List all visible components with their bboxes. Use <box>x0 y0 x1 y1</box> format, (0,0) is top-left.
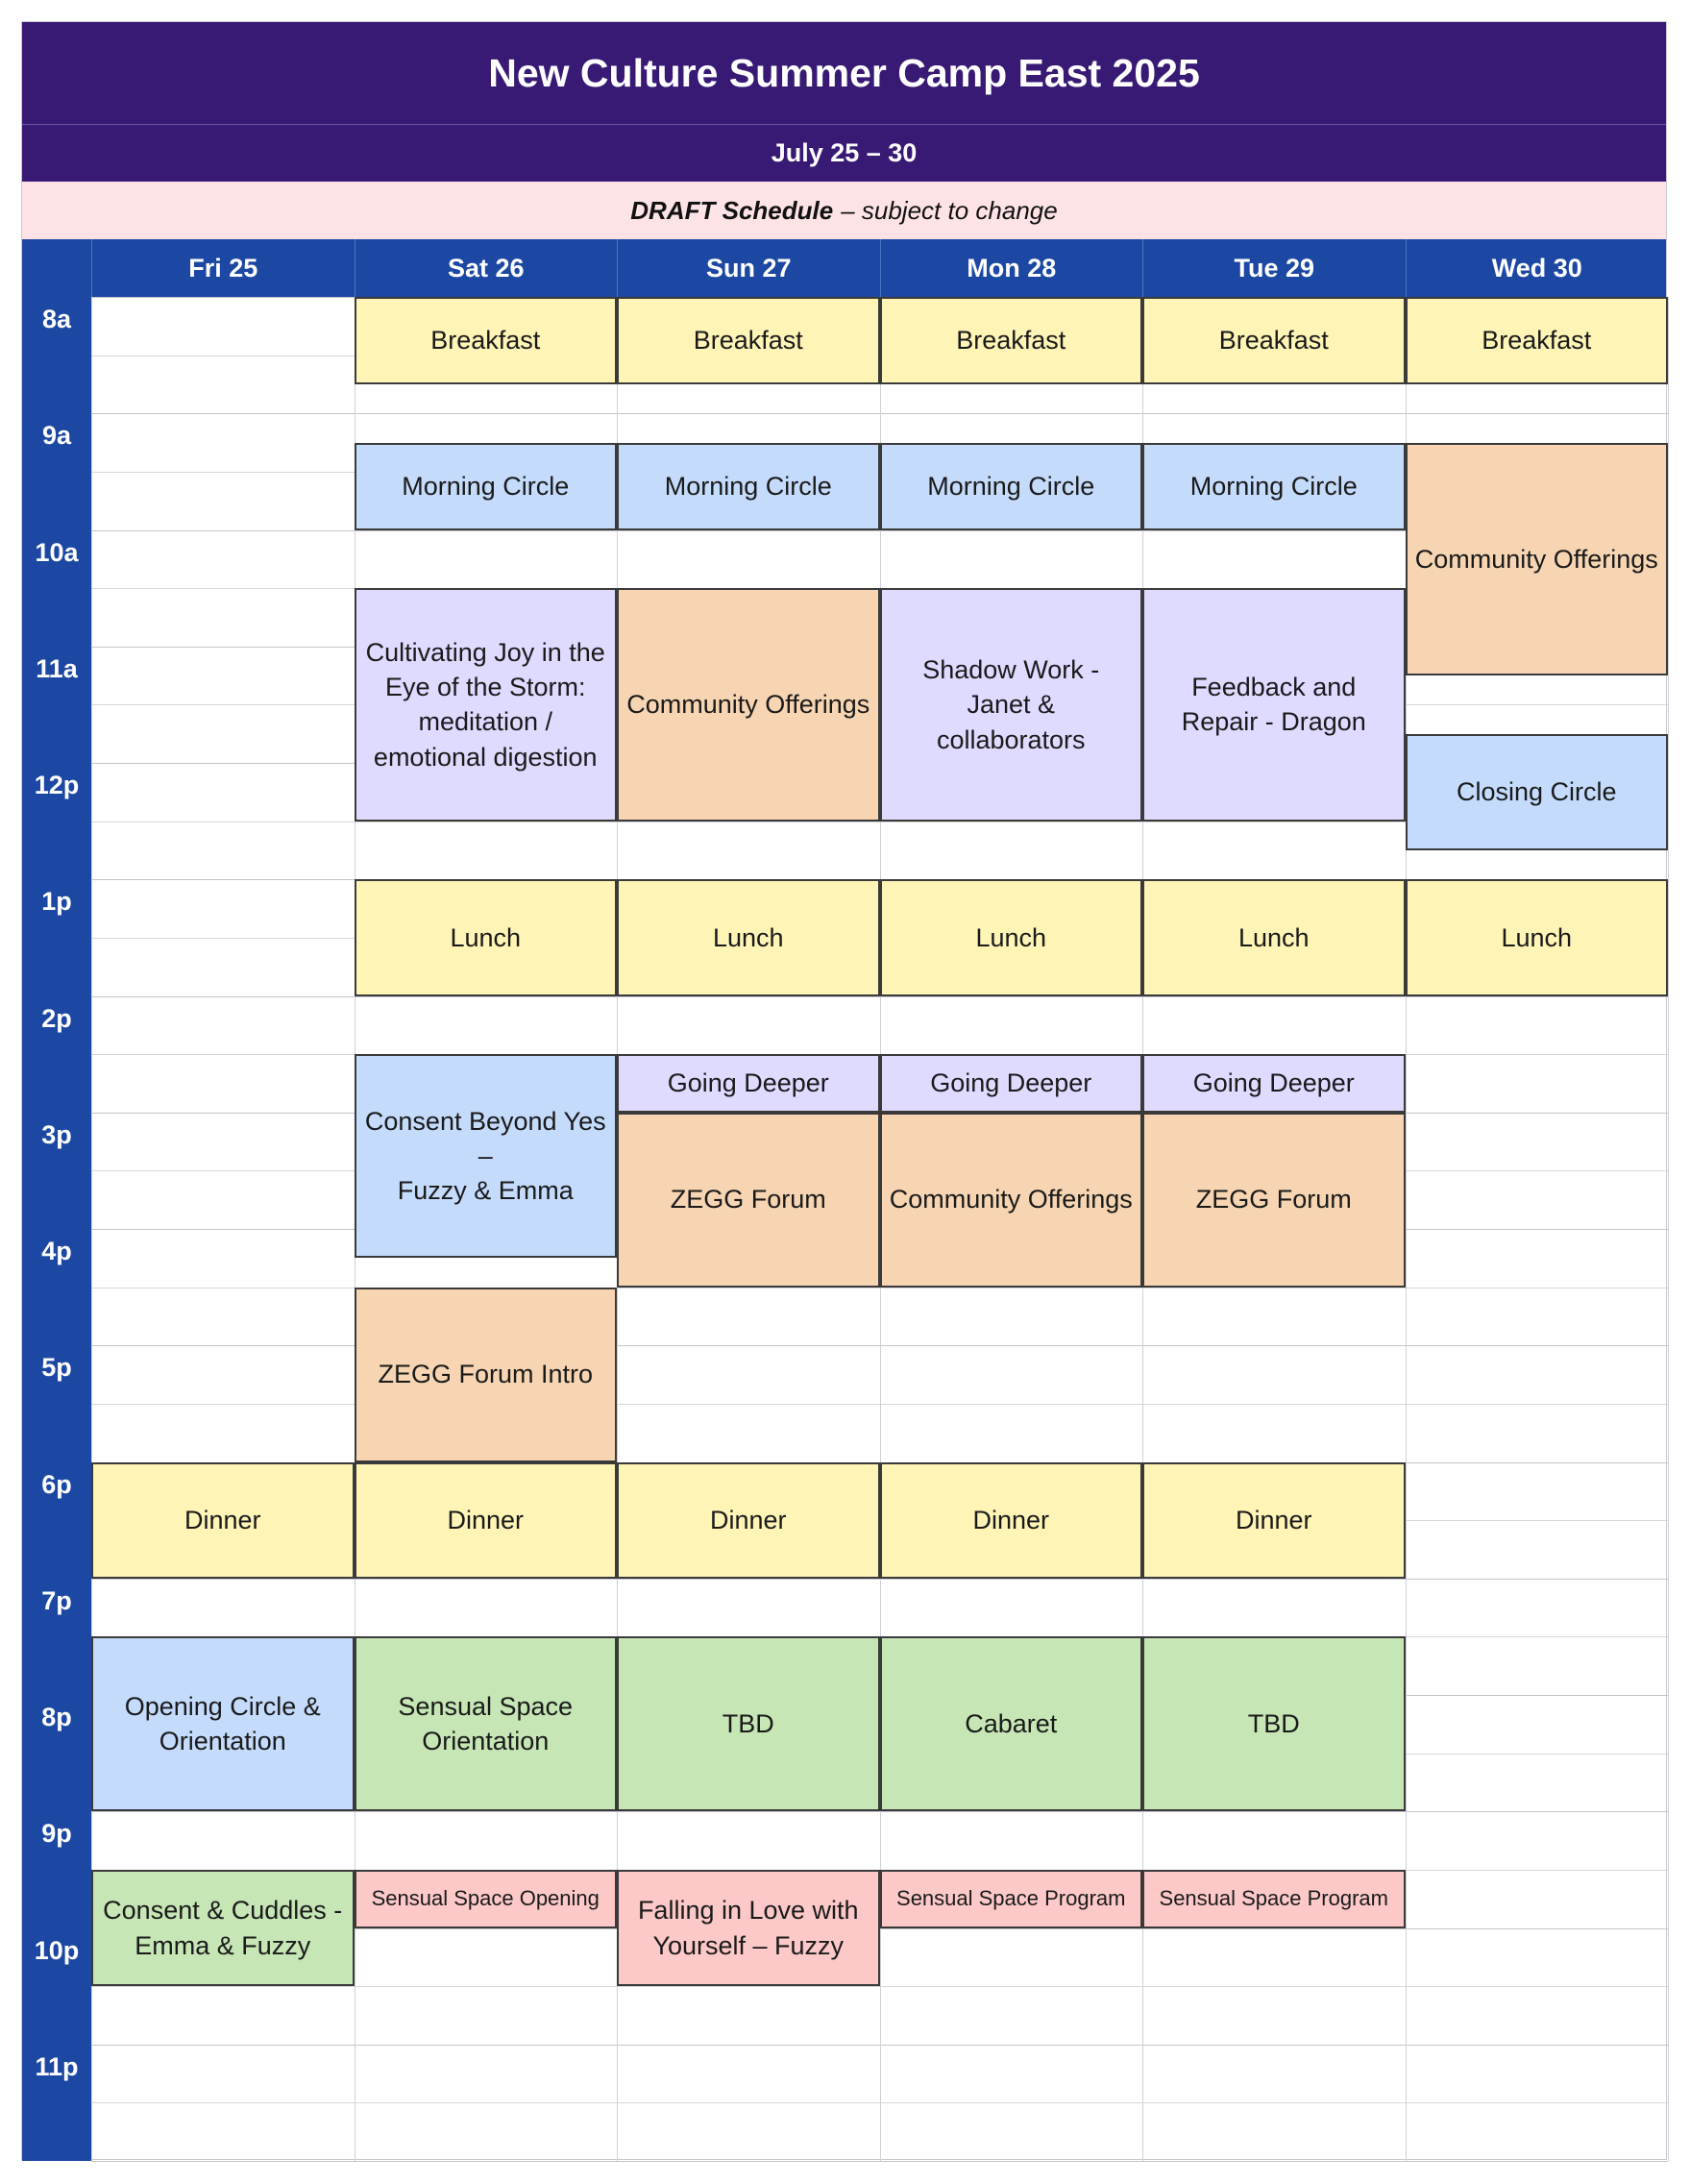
event-block[interactable]: Morning Circle <box>880 443 1143 530</box>
event-block[interactable]: Sensual Space Opening <box>355 1870 618 1928</box>
hour-label: 8a <box>41 305 72 333</box>
day-header: Sat 26 <box>355 239 618 297</box>
hour-label: 9a <box>41 421 72 451</box>
event-block[interactable]: Breakfast <box>617 297 880 384</box>
hour-label: 9p <box>41 1819 72 1849</box>
hour-label: 2p <box>41 1003 72 1033</box>
day-header: Sun 27 <box>617 239 880 297</box>
hour-label: 1p <box>41 887 72 917</box>
grid-line <box>1668 297 1669 2161</box>
event-block[interactable]: Breakfast <box>1142 297 1406 384</box>
event-block[interactable]: Falling in Love with Yourself – Fuzzy <box>617 1870 880 1986</box>
hour-label: 7p <box>41 1585 72 1615</box>
day-header-row <box>22 239 1666 297</box>
event-block[interactable]: Lunch <box>1406 879 1669 995</box>
event-block[interactable]: Community Offerings <box>1406 443 1669 676</box>
event-block[interactable]: TBD <box>617 1636 880 1811</box>
event-block[interactable]: Sensual Space Program <box>1142 1870 1406 1928</box>
event-block[interactable]: Shadow Work - Janet & collaborators <box>880 588 1143 822</box>
event-block[interactable]: Opening Circle & Orientation <box>91 1636 355 1811</box>
event-block[interactable]: Morning Circle <box>1142 443 1406 530</box>
schedule-title: New Culture Summer Camp East 2025 <box>22 22 1666 124</box>
day-header: Wed 30 <box>1406 239 1669 297</box>
event-block[interactable]: Going Deeper <box>880 1054 1143 1113</box>
day-header: Mon 28 <box>880 239 1143 297</box>
event-block[interactable]: Cabaret <box>880 1636 1143 1811</box>
event-block[interactable]: TBD <box>1142 1636 1406 1811</box>
event-block[interactable]: ZEGG Forum Intro <box>355 1288 618 1462</box>
event-block[interactable]: Consent Beyond Yes – Fuzzy & Emma <box>355 1054 618 1258</box>
hour-label: 10a <box>35 537 79 567</box>
hour-label: 11a <box>36 653 78 683</box>
event-block[interactable]: Dinner <box>91 1462 355 1579</box>
hour-label: 11p <box>35 2051 79 2081</box>
event-block[interactable]: Breakfast <box>880 297 1143 384</box>
hour-label: 5p <box>41 1353 72 1383</box>
hour-label: 6p <box>41 1469 72 1499</box>
event-block[interactable]: ZEGG Forum <box>1142 1113 1406 1288</box>
draft-note: – subject to change <box>841 195 1058 225</box>
day-header: Tue 29 <box>1142 239 1406 297</box>
draft-label: DRAFT Schedule <box>630 195 834 225</box>
event-block[interactable]: Going Deeper <box>617 1054 880 1113</box>
hour-label: 8p <box>41 1703 72 1731</box>
hour-label: 10p <box>34 1935 80 1965</box>
event-block[interactable]: Closing Circle <box>1406 734 1669 850</box>
event-block[interactable]: Lunch <box>880 879 1143 995</box>
event-block[interactable]: Breakfast <box>1406 297 1669 384</box>
event-block[interactable]: Breakfast <box>355 297 618 384</box>
hour-label: 3p <box>41 1119 72 1149</box>
grid-line <box>91 2161 1668 2162</box>
event-block[interactable]: Morning Circle <box>617 443 880 530</box>
hour-label: 4p <box>41 1237 72 1265</box>
time-column <box>22 297 91 2161</box>
event-block[interactable]: Sensual Space Orientation <box>355 1636 618 1811</box>
event-block[interactable]: Sensual Space Program <box>880 1870 1143 1928</box>
event-block[interactable]: Community Offerings <box>880 1113 1143 1288</box>
event-block[interactable]: Dinner <box>880 1462 1143 1579</box>
draft-notice <box>22 182 1666 239</box>
event-block[interactable]: Lunch <box>1142 879 1406 995</box>
event-block[interactable]: Going Deeper <box>1142 1054 1406 1113</box>
event-block[interactable]: Community Offerings <box>617 588 880 822</box>
event-block[interactable]: ZEGG Forum <box>617 1113 880 1288</box>
event-block[interactable]: Dinner <box>355 1462 618 1579</box>
event-block[interactable]: Feedback and Repair - Dragon <box>1142 588 1406 822</box>
event-block[interactable]: Dinner <box>617 1462 880 1579</box>
event-block[interactable]: Morning Circle <box>355 443 618 530</box>
event-block[interactable]: Lunch <box>355 879 618 995</box>
day-header: Fri 25 <box>91 239 355 297</box>
hour-label: 12p <box>34 771 80 799</box>
event-block[interactable]: Consent & Cuddles - Emma & Fuzzy <box>91 1870 355 1986</box>
event-block[interactable]: Lunch <box>617 879 880 995</box>
event-block[interactable]: Cultivating Joy in the Eye of the Storm: meditation / emotional digestion <box>355 588 618 822</box>
date-range: July 25 – 30 <box>22 124 1666 182</box>
event-block[interactable]: Dinner <box>1142 1462 1406 1579</box>
schedule-table <box>21 21 1667 2160</box>
